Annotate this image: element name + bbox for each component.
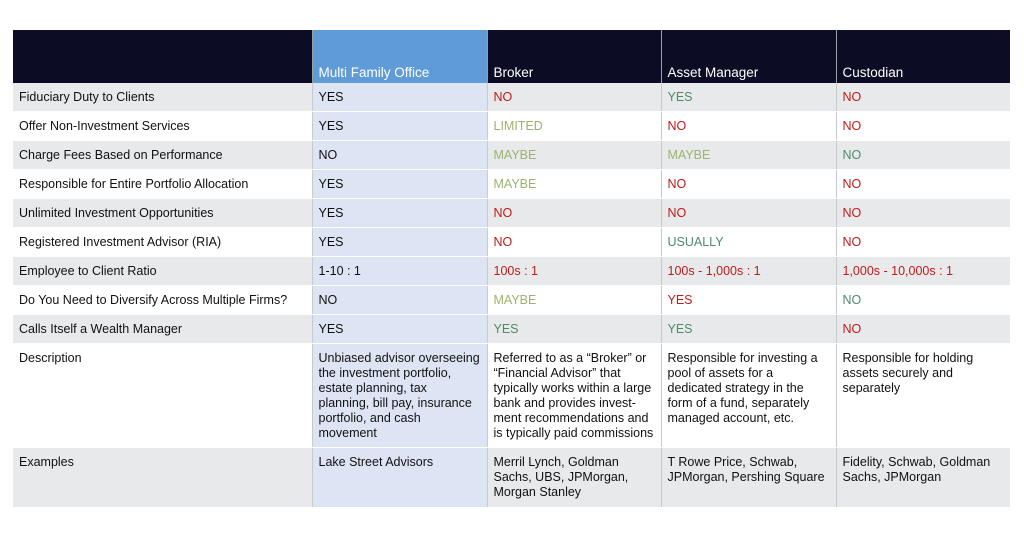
cell-mfo: Unbiased advisor overseeing the investment portfolio, estate planning, tax planning, bill pay, insurance portfolio, and cash movement [312, 344, 487, 448]
cell-broker: MAYBE [487, 170, 661, 199]
header-blank [13, 30, 312, 83]
cell-asset-manager: USUALLY [661, 228, 836, 257]
cell-mfo: YES [312, 228, 487, 257]
header-row [13, 30, 1010, 83]
cell-asset-manager: YES [661, 286, 836, 315]
cell-custodian: NO [836, 228, 1010, 257]
cell-custodian: NO [836, 199, 1010, 228]
cell-mfo: YES [312, 112, 487, 141]
row-label: Examples [13, 448, 312, 508]
cell-asset-manager: NO [661, 199, 836, 228]
cell-broker: Referred to as a “Broker” or “Financial Advisor” that typically works within a large bank and provides invest- ment recommendations and is typically paid commissions [487, 344, 661, 448]
cell-custodian: NO [836, 315, 1010, 344]
cell-mfo: YES [312, 199, 487, 228]
cell-broker: LIMITED [487, 112, 661, 141]
cell-mfo: NO [312, 141, 487, 170]
cell-custodian: NO [836, 170, 1010, 199]
cell-custodian: Responsible for holding assets securely and separately [836, 344, 1010, 448]
cell-custodian: NO [836, 286, 1010, 315]
comparison-table [13, 30, 1010, 508]
table-row [13, 286, 1010, 315]
table-row [13, 112, 1010, 141]
cell-broker: NO [487, 83, 661, 112]
cell-mfo: YES [312, 170, 487, 199]
row-label: Do You Need to Diversify Across Multiple Firms? [13, 286, 312, 315]
table-row [13, 141, 1010, 170]
cell-mfo: 1-10 : 1 [312, 257, 487, 286]
cell-broker: Merril Lynch, Goldman Sachs, UBS, JPMorgan, Morgan Stanley [487, 448, 661, 508]
row-label: Offer Non-Investment Services [13, 112, 312, 141]
header-asset-manager: Asset Manager [661, 30, 836, 83]
cell-asset-manager: Responsible for investing a pool of assets for a dedicated strategy in the form of a fund, separately managed account, etc. [661, 344, 836, 448]
table-row [13, 170, 1010, 199]
row-label: Calls Itself a Wealth Manager [13, 315, 312, 344]
cell-asset-manager: T Rowe Price, Schwab, JPMorgan, Pershing Square [661, 448, 836, 508]
header-custodian: Custodian [836, 30, 1010, 83]
cell-asset-manager: YES [661, 315, 836, 344]
cell-broker: NO [487, 199, 661, 228]
row-label: Description [13, 344, 312, 448]
cell-broker: MAYBE [487, 141, 661, 170]
header-broker: Broker [487, 30, 661, 83]
row-label: Registered Investment Advisor (RIA) [13, 228, 312, 257]
cell-broker: 100s : 1 [487, 257, 661, 286]
cell-asset-manager: MAYBE [661, 141, 836, 170]
cell-asset-manager: NO [661, 112, 836, 141]
row-label: Unlimited Investment Opportunities [13, 199, 312, 228]
cell-broker: MAYBE [487, 286, 661, 315]
table-row-examples [13, 448, 1010, 508]
row-label: Employee to Client Ratio [13, 257, 312, 286]
row-label: Responsible for Entire Portfolio Allocation [13, 170, 312, 199]
cell-asset-manager: YES [661, 83, 836, 112]
cell-mfo: NO [312, 286, 487, 315]
cell-broker: NO [487, 228, 661, 257]
cell-custodian: NO [836, 141, 1010, 170]
cell-mfo: Lake Street Advisors [312, 448, 487, 508]
cell-custodian: NO [836, 83, 1010, 112]
row-label: Fiduciary Duty to Clients [13, 83, 312, 112]
cell-asset-manager: NO [661, 170, 836, 199]
cell-custodian: 1,000s - 10,000s : 1 [836, 257, 1010, 286]
cell-broker: YES [487, 315, 661, 344]
row-label: Charge Fees Based on Performance [13, 141, 312, 170]
table-row [13, 83, 1010, 112]
table-row [13, 228, 1010, 257]
cell-mfo: YES [312, 83, 487, 112]
cell-asset-manager: 100s - 1,000s : 1 [661, 257, 836, 286]
cell-custodian: Fidelity, Schwab, Goldman Sachs, JPMorgan [836, 448, 1010, 508]
table-row [13, 199, 1010, 228]
cell-custodian: NO [836, 112, 1010, 141]
header-multi-family-office: Multi Family Office [312, 30, 487, 83]
table-row [13, 257, 1010, 286]
table-row [13, 315, 1010, 344]
table-row-description [13, 344, 1010, 448]
cell-mfo: YES [312, 315, 487, 344]
